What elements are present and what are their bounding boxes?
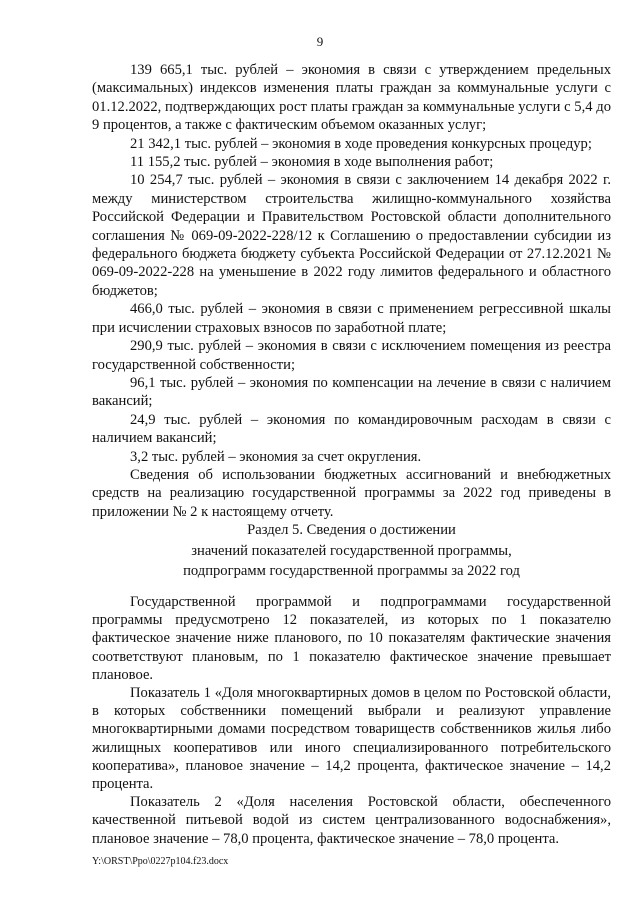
section-heading [92,520,611,582]
paragraph-indicators-summary: Государственной программой и подпрограммами государственной программы предусмотрено 12 показателей, из которых по 1 показателю фактическое значение ниже планового, по 10 показателям фактические значения соответствуют плановым, по 1 показателю фактическое значение превышает плановое. [92,594,611,683]
document-body-bottom [92,593,611,848]
paragraph-savings-works: 11 155,2 тыс. рублей – экономия в ходе выполнения работ; [130,154,494,171]
paragraph-savings-tenders: 21 342,1 тыс. рублей – экономия в ходе проведения конкурсных процедур; [130,135,592,152]
paragraph-savings-agreement: 10 254,7 тыс. рублей – экономия в связи с заключением 14 декабря 2022 г. между министерством строительства жилищно-коммунального хозяйства Российской Федерации и Правительством Ростовской области дополнительного соглашения № 069-09-2022-228/12 к Соглашению о предоставлении субсидии из федерального бюджета бюджету субъекта Российской Федерации от 27.12.2021 № 069-09-2022-228 на уменьшение в 2022 году лимитов федерального и областного бюджетов; [92,172,611,299]
section-heading-line-2: значений показателей государственной программы, [191,542,512,559]
paragraph-indicator-2: Показатель 2 «Доля населения Ростовской области, обеспеченного качественной питьевой водой из систем централизованного водоснабжения», плановое значение – 78,0 процента, фактическое значение – 78,0 процента. [92,794,611,847]
footer-file-path: Y:\ORST\Ppo\0227p104.f23.docx [92,856,229,867]
document-body-top [92,61,611,521]
section-heading-line-3: подпрограмм государственной программы за 2022 год [183,563,520,579]
paragraph-savings-rounding: 3,2 тыс. рублей – экономия за счет округления. [130,448,422,465]
paragraph-savings-insurance: 466,0 тыс. рублей – экономия в связи с применением регрессивной шкалы при исчислении страховых взносов по заработной плате; [92,301,611,336]
section-heading-line-1: Раздел 5. Сведения о достижении [247,522,456,538]
page-number: 9 [316,34,324,49]
paragraph-budget-info: Сведения об использовании бюджетных ассигнований и внебюджетных средств на реализацию государственной программы за 2022 год приведены в приложении № 2 к настоящему отчету. [92,466,611,520]
paragraph-savings-travel: 24,9 тыс. рублей – экономия по командировочным расходам в связи с наличием вакансий; [92,411,611,447]
paragraph-savings-tariffs: 139 665,1 тыс. рублей – экономия в связи с утверждением предельных (максимальных) индексов изменения платы граждан за коммунальные услуги с 01.12.2022, подтверждающих рост платы граждан за коммунальные услуги с 5,4 до 9 процентов, а также с фактическим объемом оказанных услуг; [92,62,611,134]
paragraph-indicator-1: Показатель 1 «Доля многоквартирных домов в целом по Ростовской области, в которых собственники помещений выбрали и реализуют управление многоквартирными домами посредством товариществ собственников жилья либо жилищных кооперативов или иного специализированного потребительского кооператива», плановое значение – 14,2 процента, фактическое значение – 14,2 процента. [92,685,611,793]
paragraph-savings-premises: 290,9 тыс. рублей – экономия в связи с исключением помещения из реестра государственной собственности; [92,338,611,373]
paragraph-savings-treatment: 96,1 тыс. рублей – экономия по компенсации на лечение в связи с наличием вакансий; [92,374,611,410]
